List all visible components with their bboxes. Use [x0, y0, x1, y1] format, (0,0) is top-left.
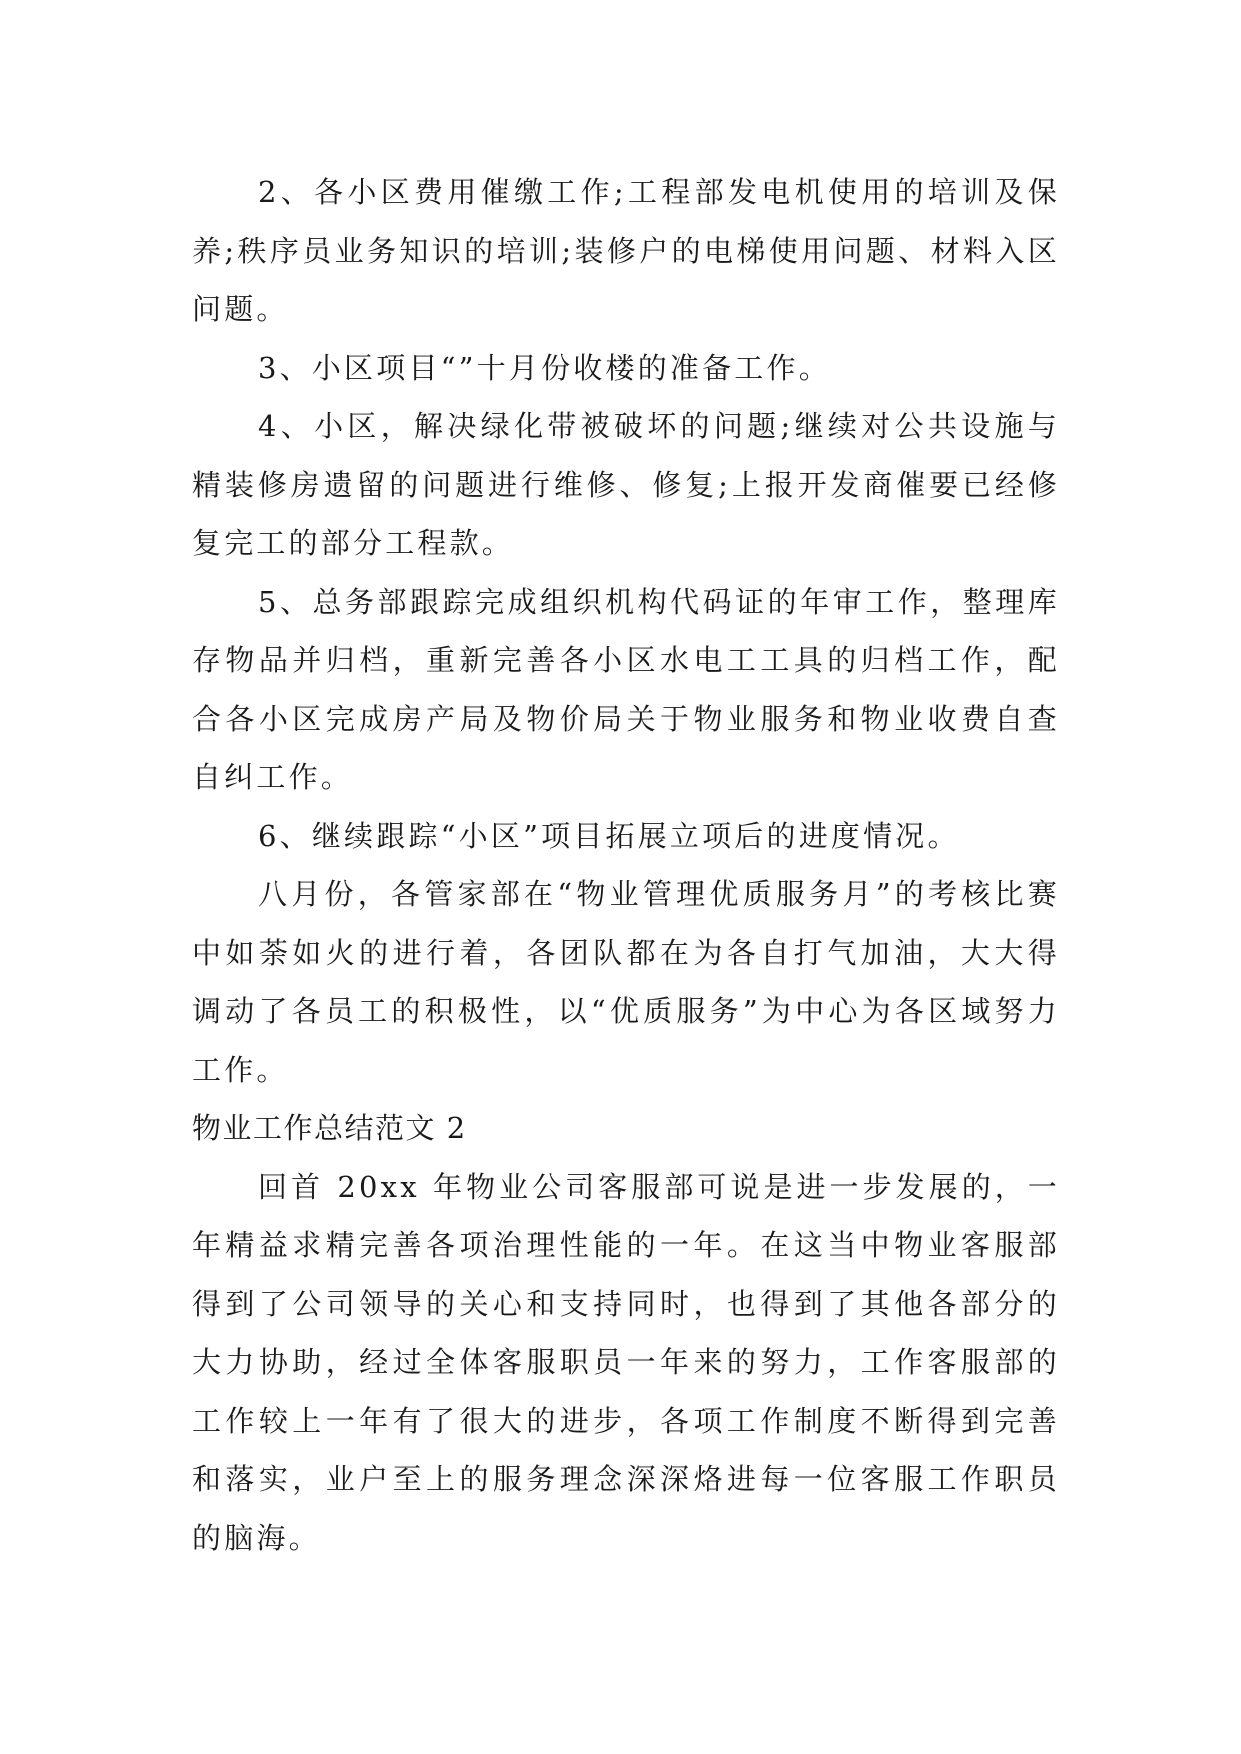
- section-heading: 物业工作总结范文 2: [192, 1111, 467, 1145]
- paragraph-item-4: 4、小区，解决绿化带被破坏的问题;继续对公共设施与精装修房遗留的问题进行维修、修复;上报开发商催要已经修复完工的部分工程款。: [192, 409, 1060, 560]
- paragraph-item-3: 3、小区项目“”十月份收楼的准备工作。: [258, 350, 831, 385]
- paragraph-customer-service-review: 回首 20xx 年物业公司客服部可说是进一步发展的，一年精益求精完善各项治理性能的一年。在这当中物业客服部得到了公司领导的关心和支持同时，也得到了其他各部分的大力协助，经过全体客服职员一年来的努力，工作客服部的工作较上一年有了很大的进步，各项工作制度不断得到完善和落实，业户至上的服务理念深深烙进每一位客服工作职员的脑海。: [192, 1169, 1060, 1555]
- paragraph-august-summary: 八月份，各管家部在“物业管理优质服务月”的考核比赛中如荼如火的进行着，各团队都在为各自打气加油，大大得调动了各员工的积极性，以“优质服务”为中心为各区域努力工作。: [192, 877, 1060, 1087]
- paragraph-item-5: 5、总务部跟踪完成组织机构代码证的年审工作，整理库存物品并归档，重新完善各小区水电工工具的归档工作，配合各小区完成房产局及物价局关于物业服务和物业收费自查自纠工作。: [192, 584, 1060, 794]
- paragraph-item-2: 2、各小区费用催缴工作;工程部发电机使用的培训及保养;秩序员业务知识的培训;装修户的电梯使用问题、材料入区问题。: [192, 175, 1060, 326]
- document-body: [192, 163, 1060, 1567]
- paragraph-item-6: 6、继续跟踪“小区”项目拓展立项后的进度情况。: [258, 818, 960, 853]
